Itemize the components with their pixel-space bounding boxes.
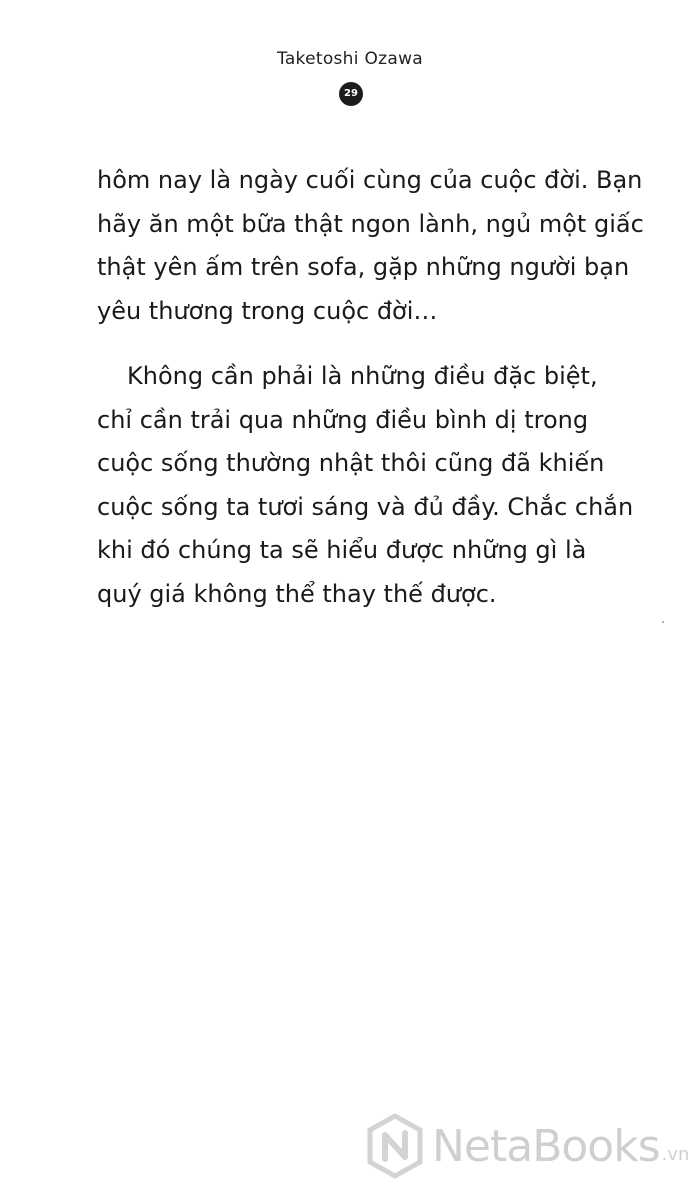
paragraph-line: chỉ cần trải qua những điều bình dị trong — [97, 405, 589, 434]
page-number-badge: 29 — [339, 82, 363, 106]
netabooks-hexagon-logo-icon — [366, 1113, 424, 1179]
paragraph-line: quý giá không thể thay thế được. — [97, 579, 497, 608]
paragraph-line: yêu thương trong cuộc đời… — [97, 296, 438, 325]
paragraph-line: hôm nay là ngày cuối cùng của cuộc đời. Bạn — [97, 166, 643, 194]
netabooks-watermark — [366, 1113, 689, 1179]
running-header-author: Taketoshi Ozawa — [276, 49, 424, 69]
paragraph-line: cuộc sống thường nhật thôi cũng đã khiến — [97, 449, 605, 477]
watermark-domain-suffix: .vn — [661, 1144, 690, 1165]
paragraph-line: Không cần phải là những điều đặc biệt, — [127, 362, 598, 390]
scan-speck — [662, 621, 664, 623]
watermark-brand-text: NetaBooks — [432, 1120, 660, 1172]
paragraph-line: hãy ăn một bữa thật ngon lành, ngủ một giấc — [97, 209, 644, 238]
paragraph-line: khi đó chúng ta sẽ hiểu được những gì là — [97, 536, 587, 564]
paragraph-line: thật yên ấm trên sofa, gặp những người bạn — [97, 253, 630, 281]
paragraph-line: cuộc sống ta tươi sáng và đủ đầy. Chắc chắn — [97, 492, 634, 521]
paragraph-1 — [97, 159, 644, 333]
paragraph-2 — [97, 355, 634, 616]
